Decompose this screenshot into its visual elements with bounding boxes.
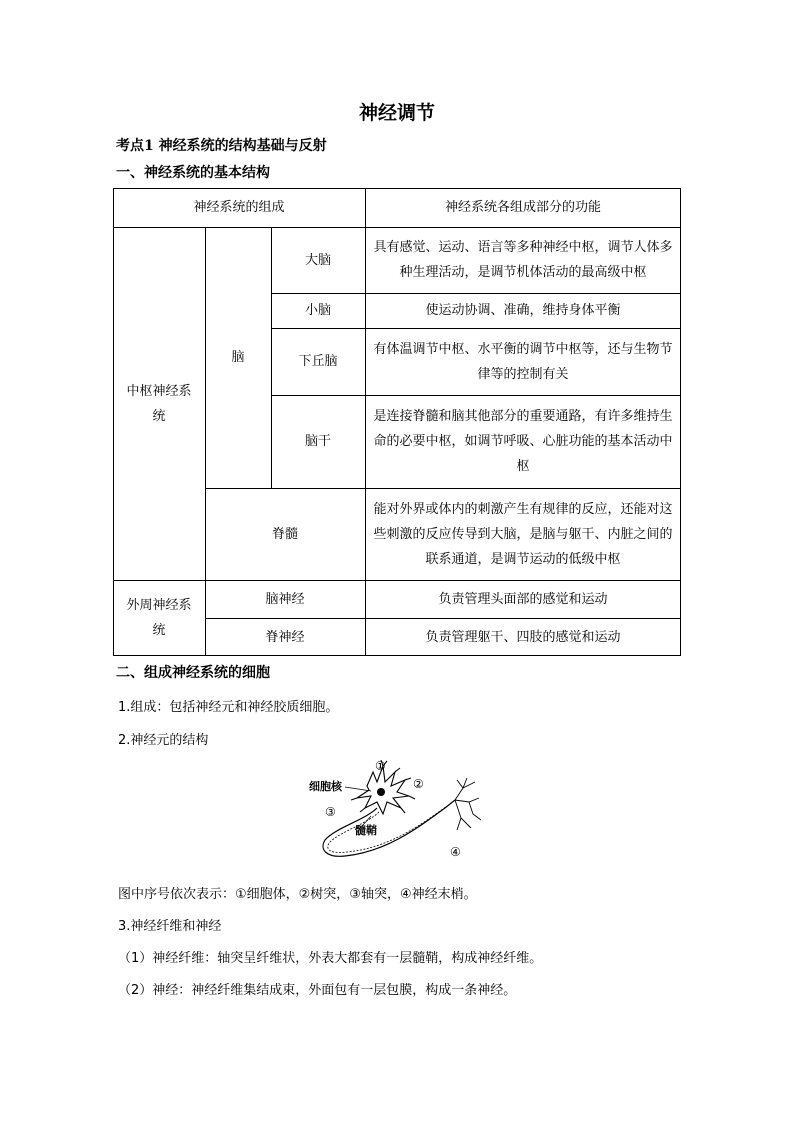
label-1: ①: [375, 759, 386, 773]
part1-heading: 一、神经系统的基本结构: [116, 165, 270, 181]
nerve-endings: [455, 778, 481, 830]
label-3: ③: [325, 805, 336, 819]
cns-label: 中枢神经系统: [126, 383, 192, 424]
spinal-cord-label: 脊髓: [271, 526, 298, 542]
header-composition: 神经系统的组成: [193, 200, 285, 215]
nucleus: [377, 788, 385, 796]
nerve-text: （2）神经：神经纤维集结成束，外面包有一层包膜，构成一条神经。: [118, 983, 517, 998]
axon: [323, 800, 455, 856]
part2-heading: 二、组成神经系统的细胞: [116, 665, 270, 681]
label-4: ④: [450, 845, 461, 859]
figure-caption: 图中序号依次表示：①细胞体，②树突，③轴突，④神经末梢。: [118, 887, 477, 902]
header-function: 神经系统各组成部分的功能: [444, 200, 601, 215]
neuron-diagram: [305, 758, 485, 868]
label-2: ②: [413, 777, 424, 791]
nerve-fiber-text: （1）神经纤维：轴突呈纤维状，外表大都套有一层髓鞘，构成神经纤维。: [118, 951, 543, 966]
hypothalamus-label: 下丘脑: [298, 354, 338, 369]
brainstem-function: 是连接脊髓和脑其他部分的重要通路，有许多维持生命的必要中枢，如调节呼吸、心脏功能的基本活动中枢: [373, 409, 673, 474]
pns-label: 外周神经系统: [126, 598, 192, 638]
spinal-nerve-label: 脊神经: [265, 629, 305, 645]
label-myelin: 髓鞘: [355, 824, 377, 837]
neuron-structure-heading: 2.神经元的结构: [118, 733, 209, 748]
composition-text: 1.组成：包括神经元和神经胶质细胞。: [118, 700, 339, 715]
label-nucleus: 细胞核: [309, 780, 342, 793]
section-heading: 考点1 神经系统的结构基础与反射: [116, 138, 327, 154]
spinal-cord-function: 能对外界或体内的刺激产生有规律的反应，还能对这些刺激的反应传导到大脑，是脑与躯干、内脏之间的联系通道，是调节运动的低级中枢: [373, 501, 673, 567]
spinal-nerve-function: 负责管理躯干、四肢的感觉和运动: [425, 629, 621, 645]
cranial-nerve-function: 负责管理头面部的感觉和运动: [438, 591, 608, 607]
cerebellum-function: 使运动协调、准确，维持身体平衡: [425, 303, 621, 318]
fiber-heading: 3.神经纤维和神经: [118, 919, 222, 934]
brain-label: 脑: [231, 350, 245, 365]
cerebellum-label: 小脑: [304, 303, 331, 318]
page-title: 神经调节: [358, 102, 435, 124]
nervous-system-table: [113, 188, 681, 656]
hypothalamus-function: 有体温调节中枢、水平衡的调节中枢等，还与生物节律等的控制有关: [373, 341, 673, 382]
cerebrum-label: 大脑: [304, 252, 331, 268]
cerebrum-function: 具有感觉、运动、语言等多种神经中枢，调节人体多种生理活动，是调节机体活动的最高级中枢: [373, 240, 673, 280]
brainstem-label: 脑干: [304, 434, 331, 449]
cranial-nerve-label: 脑神经: [265, 591, 305, 607]
myelin-sheath: [328, 806, 447, 853]
